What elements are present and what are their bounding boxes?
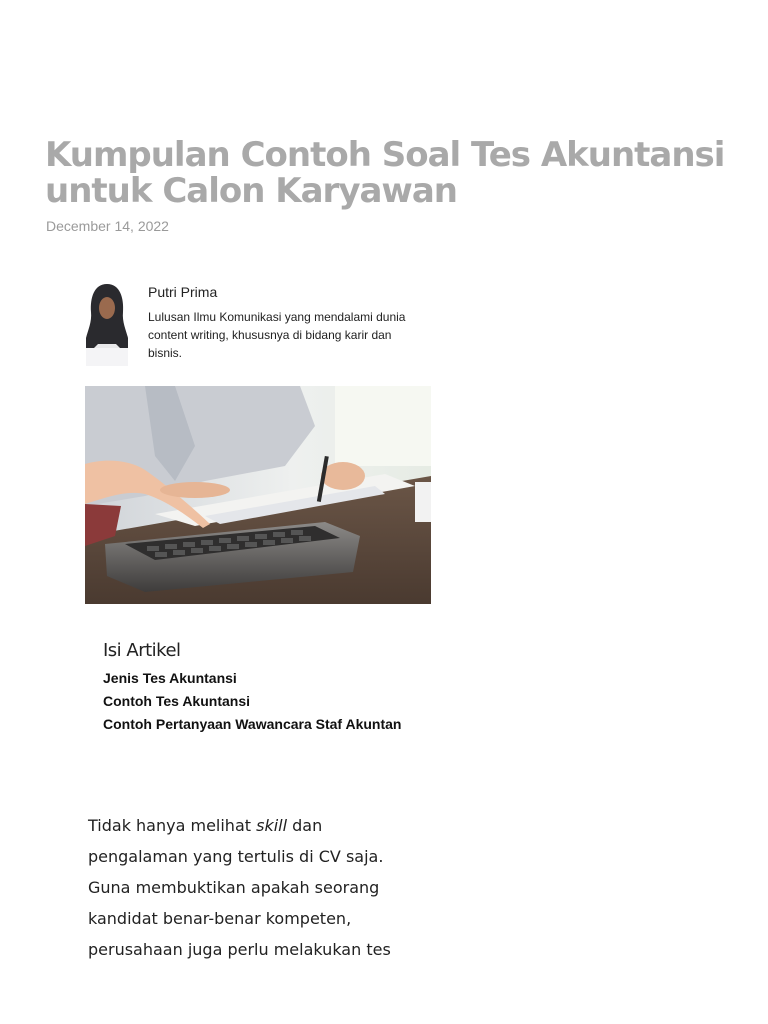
author-name[interactable]: Putri Prima (148, 284, 218, 300)
calculator-photo (85, 386, 431, 604)
toc-item-jenis-tes[interactable]: Jenis Tes Akuntansi (103, 670, 237, 686)
intro-text-end: dan pengalaman yang tertulis di CV saja. Guna membuktikan apakah seorang kandidat benar-benar kompeten, perusahaan juga perlu melakukan tes (88, 816, 391, 959)
toc-item-wawancara[interactable]: Contoh Pertanyaan Wawancara Staf Akuntan (103, 716, 402, 732)
author-avatar[interactable] (84, 278, 130, 366)
toc-item-contoh-tes[interactable]: Contoh Tes Akuntansi (103, 693, 250, 709)
article-title: Kumpulan Contoh Soal Tes Akuntansi untuk Calon Karyawan (45, 135, 725, 211)
author-box (84, 278, 424, 370)
publish-date: December 14, 2022 (46, 218, 169, 234)
article-intro-paragraph (88, 810, 418, 965)
toc-title: Isi Artikel (103, 640, 181, 661)
article-hero-image (85, 386, 431, 604)
author-bio: Lulusan Ilmu Komunikasi yang mendalami dunia content writing, khususnya di bidang karir dan bisnis. (148, 310, 406, 360)
intro-text-start: Tidak hanya melihat (88, 816, 257, 835)
table-of-contents (103, 640, 403, 736)
intro-italic-skill: skill (256, 816, 288, 835)
